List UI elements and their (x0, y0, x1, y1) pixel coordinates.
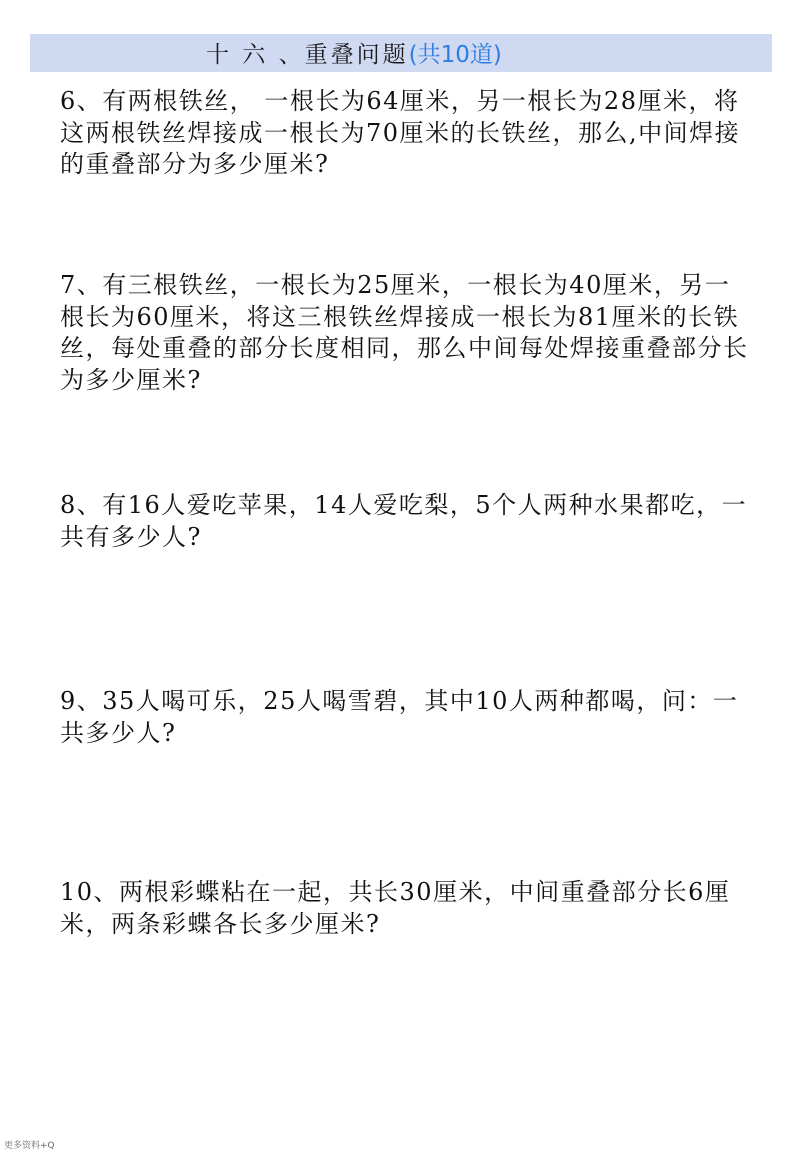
section-title-text: 十 六 、重叠问题 (206, 42, 409, 68)
question-10: 10、两根彩蝶粘在一起，共长30厘米，中间重叠部分长6厘米，两条彩蝶各长多少厘米? (60, 878, 731, 938)
question-9: 9、35人喝可乐，25人喝雪碧，其中10人两种都喝，问：一共多少人? (60, 687, 739, 747)
question-6: 6、有两根铁丝， 一根长为64厘米，另一根长为28厘米，将这两根铁丝焊接成一根长为70厘米的长铁丝，那么,中间焊接的重叠部分为多少厘米? (60, 87, 741, 178)
section-title (206, 40, 502, 70)
footer-note: 更多资料+Q (4, 1141, 55, 1151)
question-7: 7、有三根铁丝，一根长为25厘米，一根长为40厘米，另一根长为60厘米，将这三根铁丝焊接成一根长为81厘米的长铁丝，每处重叠的部分长度相同，那么中间每处焊接重叠部分长为多少厘米? (60, 271, 749, 394)
question-8: 8、有16人爱吃苹果，14人爱吃梨，5个人两种水果都吃，一共有多少人? (60, 491, 748, 551)
question-count: (共10道) (408, 42, 502, 68)
